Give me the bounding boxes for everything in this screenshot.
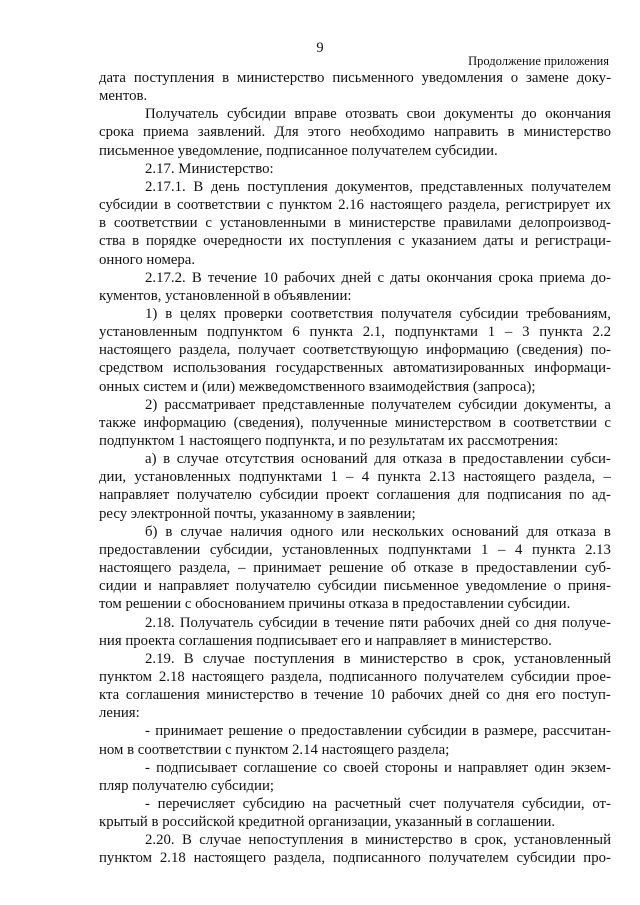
text-line: установленным подпунктом 6 пункта 2.1, подпунктами 1 – 3 пункта 2.2 xyxy=(99,324,611,341)
text-line: ном в соответствии с пунктом 2.14 настоящего раздела; xyxy=(99,741,450,758)
text-line: дата поступления в министерство письменного уведомления о замене доку- xyxy=(99,70,611,86)
text-line: 2.17.1. В день поступления документов, представленных получателем xyxy=(145,178,611,195)
text-line: 2.17.2. В течение 10 рабочих дней с даты окончания срока приема до- xyxy=(145,269,611,286)
text-line: 2.20. В случае непоступления в министерство в срок, установленный xyxy=(145,832,611,849)
text-line: том решении с обоснованием причины отказа в предоставлении субсидии. xyxy=(99,596,571,613)
text-line: письменное уведомление, подписанное получателем субсидии. xyxy=(99,142,498,159)
header-note: Продолжение приложения xyxy=(468,54,609,68)
text-line: кументов, установленной в объявлении: xyxy=(99,287,352,304)
text-line: онного номера. xyxy=(99,251,196,268)
text-line: в соответствии с установленными в министерстве правилами делопроизвод- xyxy=(99,215,611,232)
text-line: также информацию (сведения), полученные министерством в соответствии с xyxy=(99,414,611,431)
text-line: - подписывает соглашение со своей стороны и направляет один экзем- xyxy=(145,759,611,776)
text-line: дии, установленных подпунктами 1 – 4 пункта 2.13 настоящего раздела, – xyxy=(99,469,611,486)
text-line: ресу электронной почты, указанному в заявлении; xyxy=(99,505,416,522)
text-line: ства в порядке очередности их поступления с указанием даты и регистраци- xyxy=(99,233,611,250)
text-line: кта соглашения министерство в течение 10 рабочих дней со дня его поступ- xyxy=(99,687,611,704)
text-line: пунктом 2.18 настоящего раздела, подписанного получателем субсидии про- xyxy=(99,850,611,867)
text-line: настоящего раздела, – принимает решение об отказе в предоставлении суб- xyxy=(99,560,611,577)
text-line: б) в случае наличия одного или нескольких оснований для отказа в xyxy=(145,523,611,540)
text-line: средством использования государственных автоматизированных информаци- xyxy=(99,360,611,377)
text-line: 2.19. В случае поступления в министерство в срок, установленный xyxy=(145,650,611,667)
text-line: ления: xyxy=(99,705,140,722)
text-line: предоставлении субсидии, установленных подпунктами 1 – 4 пункта 2.13 xyxy=(99,541,611,558)
text-line: Получатель субсидии вправе отозвать свои документы до окончания xyxy=(145,106,611,123)
text-line: крытый в российской кредитной организации, указанный в соглашении. xyxy=(99,814,556,831)
text-line: 2.17. Министерство: xyxy=(145,160,274,177)
text-line: - принимает решение о предоставлении субсидии в размере, рассчитан- xyxy=(145,723,611,740)
text-line: онных систем и (или) межведомственного взаимодействия (запроса); xyxy=(99,378,536,395)
text-line: пунктом 2.18 настоящего раздела, подписанного получателем субсидии прое- xyxy=(99,668,611,685)
text-line: пляр получателю субсидии; xyxy=(99,777,274,794)
text-line: - перечисляет субсидию на расчетный счет получателя субсидии, от- xyxy=(145,796,611,812)
text-line: а) в случае отсутствия оснований для отказа в предоставлении субси- xyxy=(145,451,611,468)
text-line: 2) рассматривает представленные получателем субсидии документы, а xyxy=(145,396,611,413)
text-line: субсидии в соответствии с пунктом 2.16 настоящего раздела, регистрирует их xyxy=(99,197,611,214)
text-line: ния проекта соглашения подписывает его и направляет в министерство. xyxy=(99,632,552,649)
text-line: 2.18. Получатель субсидии в течение пяти рабочих дней со дня получе- xyxy=(145,614,611,631)
page-number: 9 xyxy=(316,40,324,56)
text-line: ментов. xyxy=(99,88,148,105)
text-line: настоящего раздела, получает соответствующую информацию (сведения) по- xyxy=(99,342,611,359)
text-line: срока приема заявлений. Для этого необходимо направить в министерство xyxy=(99,124,611,141)
text-line: 1) в целях проверки соответствия получателя субсидии требованиям, xyxy=(145,305,611,322)
text-line: сидии и направляет получателю субсидии письменное уведомление о приня- xyxy=(99,578,611,595)
text-line: подпунктом 1 настоящего подпункта, и по результатам их рассмотрения: xyxy=(99,433,559,449)
text-line: направляет получателю субсидии проект соглашения для подписания по ад- xyxy=(99,487,611,504)
